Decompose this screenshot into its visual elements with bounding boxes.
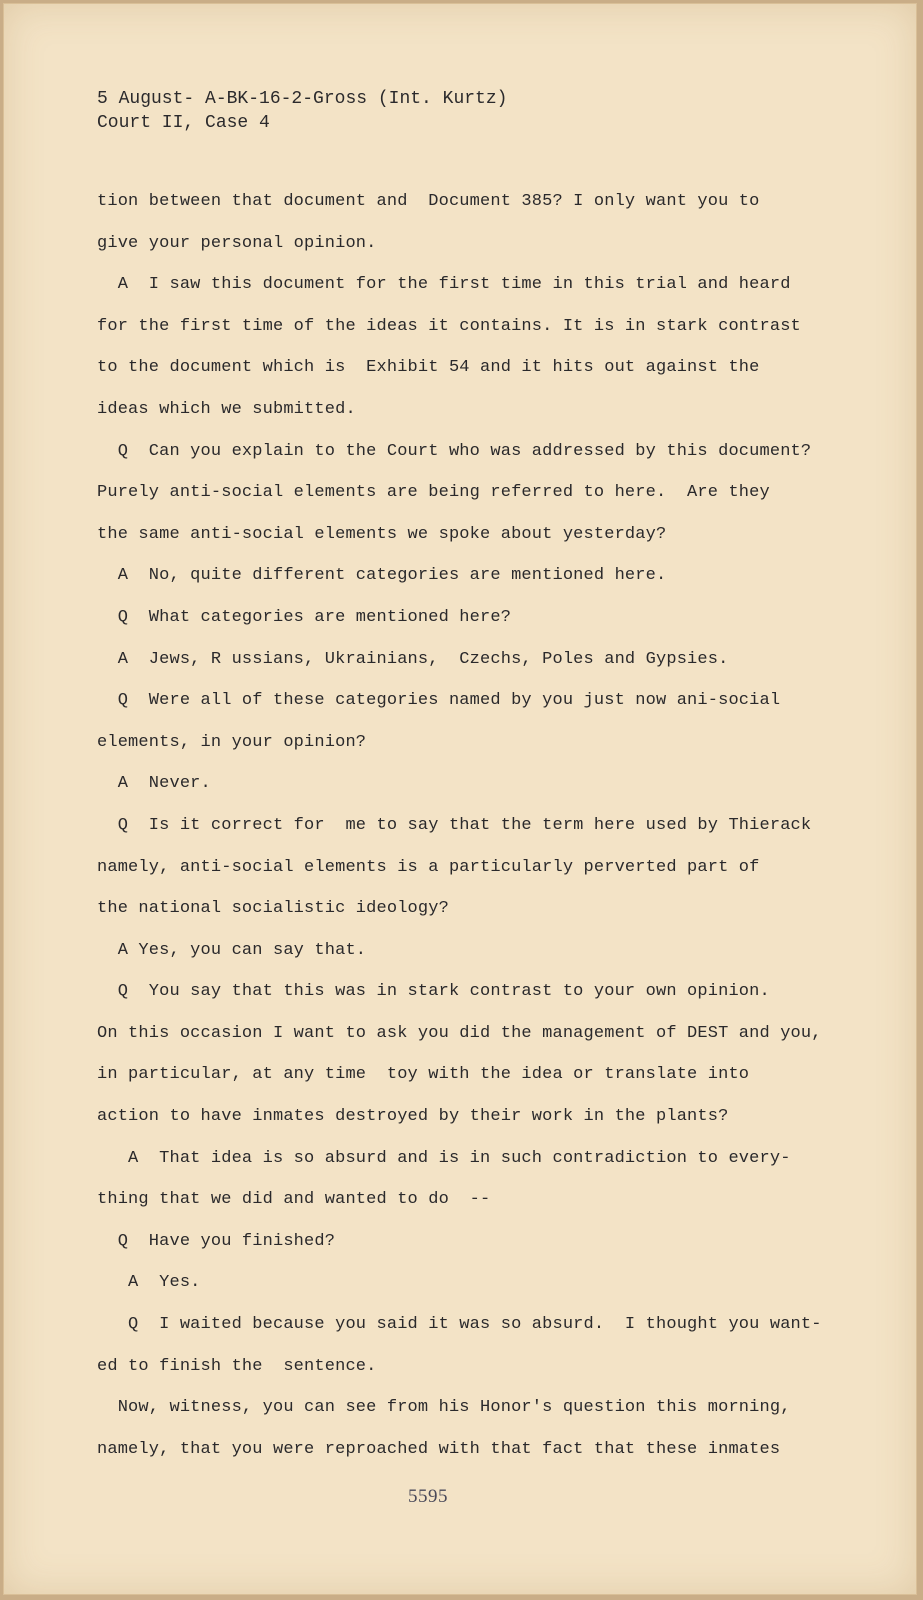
- transcript-line: A Jews, R ussians, Ukrainians, Czechs, Poles and Gypsies.: [97, 649, 729, 669]
- transcript-line: Q Have you finished?: [97, 1231, 336, 1251]
- transcript-line: the same anti-social elements we spoke about yesterday?: [97, 524, 667, 544]
- transcript-line: in particular, at any time toy with the idea or translate into: [97, 1065, 750, 1085]
- document-header: [97, 87, 507, 135]
- transcript-line: the national socialistic ideology?: [97, 899, 449, 919]
- transcript-line: namely, anti-social elements is a particularly perverted part of: [97, 857, 760, 877]
- transcript-line: tion between that document and Document 385? I only want you to: [97, 192, 760, 211]
- transcript-line: elements, in your opinion?: [97, 732, 367, 752]
- header-line-court: Court II, Case 4: [97, 113, 270, 133]
- transcript-line: Q I waited because you said it was so absurd. I thought you want-: [97, 1315, 822, 1335]
- page-number: 5595: [408, 1486, 448, 1507]
- transcript-line: namely, that you were reproached with that fact that these inmates: [97, 1439, 781, 1459]
- transcript-line: for the first time of the ideas it contains. It is in stark contrast: [97, 316, 801, 336]
- transcript-line: A Yes.: [97, 1273, 201, 1293]
- document-page: [3, 3, 917, 1595]
- transcript-line: thing that we did and wanted to do --: [97, 1190, 491, 1210]
- transcript-line: A That idea is so absurd and is in such contradiction to every-: [97, 1148, 791, 1168]
- transcript-line: Q What categories are mentioned here?: [97, 607, 512, 627]
- transcript-line: Q Were all of these categories named by you just now ani-social: [97, 691, 781, 711]
- transcript-line: ideas which we submitted.: [97, 399, 356, 419]
- transcript-line: Purely anti-social elements are being referred to here. Are they: [97, 483, 770, 503]
- transcript-line: Q You say that this was in stark contrast to your own opinion.: [97, 982, 770, 1002]
- transcript-line: ed to finish the sentence.: [97, 1356, 377, 1376]
- transcript-line: A Yes, you can say that.: [97, 940, 367, 960]
- transcript-line: On this occasion I want to ask you did the management of DEST and you,: [97, 1023, 822, 1043]
- transcript-line: A Never.: [97, 774, 211, 794]
- transcript-line: give your personal opinion.: [97, 233, 377, 253]
- header-line-date-case: 5 August- A-BK-16-2-Gross (Int. Kurtz): [97, 89, 508, 109]
- transcript-line: Now, witness, you can see from his Honor's question this morning,: [97, 1398, 791, 1418]
- transcript-line: action to have inmates destroyed by their work in the plants?: [97, 1107, 729, 1127]
- transcript-line: to the document which is Exhibit 54 and it hits out against the: [97, 358, 760, 378]
- transcript-line: A No, quite different categories are mentioned here.: [97, 566, 667, 586]
- transcript-line: A I saw this document for the first time in this trial and heard: [97, 275, 791, 295]
- transcript-line: Q Can you explain to the Court who was addressed by this document?: [97, 441, 812, 461]
- transcript-body: [97, 190, 827, 1479]
- transcript-line: Q Is it correct for me to say that the term here used by Thierack: [97, 815, 812, 835]
